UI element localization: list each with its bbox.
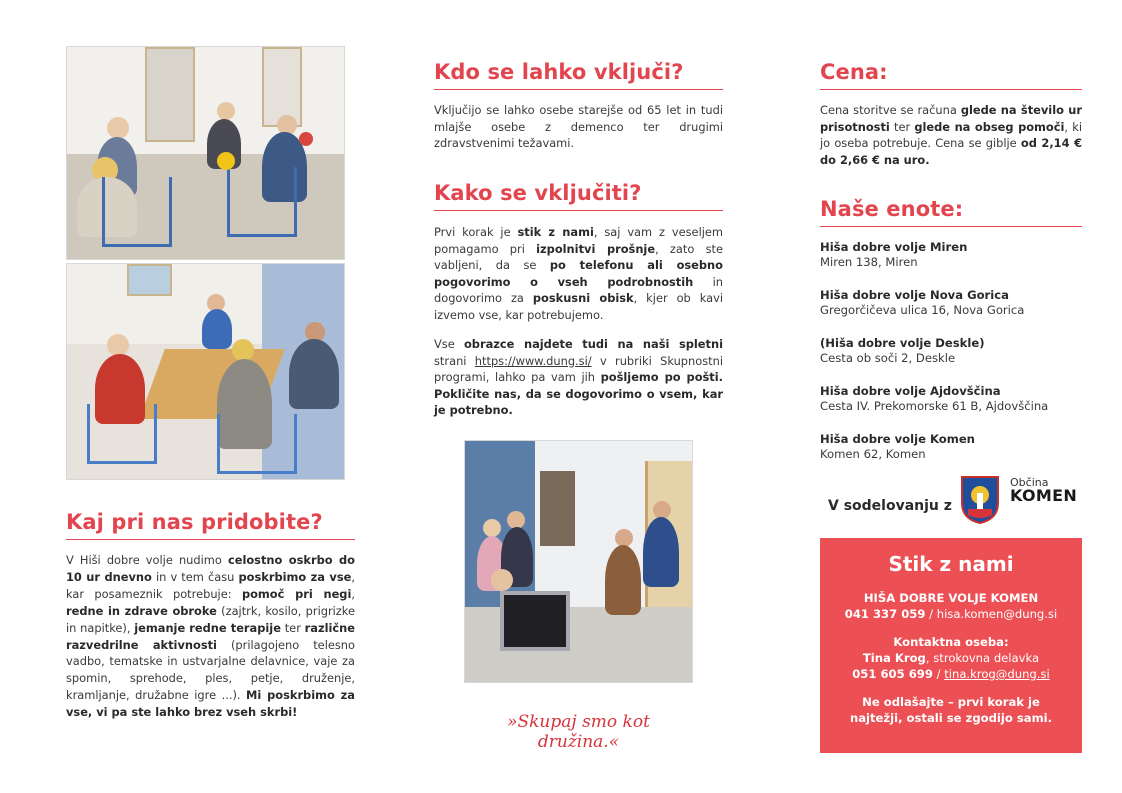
text-segment: in v tem času <box>151 569 239 584</box>
unit-name: Hiša dobre volje Komen <box>820 432 975 446</box>
text-segment: , ki jo oseba potrebuje. Cena se giblje <box>820 119 1082 151</box>
heading-who-can-join: Kdo se lahko vključi? <box>434 60 723 90</box>
text-segment: , kjer ob kavi izvemo vse, kar potrebujemo. <box>434 291 723 322</box>
text-segment: V Hiši dobre volje nudimo <box>66 553 228 567</box>
text-segment: poskusni obisk <box>532 291 634 306</box>
contact-person-label: Kontaktna oseba: <box>893 635 1009 649</box>
unit-address: Cesta ob soči 2, Deskle <box>820 351 956 365</box>
unit-name: Hiša dobre volje Miren <box>820 240 968 254</box>
komen-coat-of-arms-icon <box>960 475 1000 525</box>
units-list <box>820 240 1082 480</box>
contact-org-line <box>820 606 1082 622</box>
partner-logo-name: KOMEN <box>1010 486 1078 505</box>
photo-group-exercise <box>66 46 345 260</box>
contact-org-phone[interactable]: 041 337 059 <box>844 607 926 621</box>
text-segment: izpolnitvi prošnje <box>536 241 656 256</box>
unit-item <box>820 336 1082 366</box>
photo-group-table <box>66 263 345 480</box>
heading-units: Naše enote: <box>820 197 1082 227</box>
contact-person-email[interactable]: tina.krog@dung.si <box>944 667 1050 681</box>
forms-text <box>434 336 723 419</box>
contact-cta: Ne odlašajte – prvi korak je najtežji, ostali se zgodijo sami. <box>849 695 1053 725</box>
text-segment: , <box>351 586 355 601</box>
text-segment: različne razvedrilne aktivnosti <box>66 620 355 652</box>
partner-logo-top: Občina <box>1010 476 1049 489</box>
partner-text: V sodelovanju z <box>828 498 952 514</box>
contact-org: HIŠA DOBRE VOLJE KOMEN <box>863 591 1039 605</box>
text-segment: v rubriki Skupnostni programi, lahko pa vam jih <box>434 353 723 385</box>
text-segment: od 2,14 € do 2,66 € na uro. <box>820 136 1082 167</box>
unit-address: Miren 138, Miren <box>820 255 918 269</box>
unit-address: Komen 62, Komen <box>820 447 926 461</box>
text-segment: , kar posameznik potrebuje: <box>66 569 355 601</box>
text-segment: glede na število ur prisotnosti <box>820 103 1082 134</box>
text-segment: Vse <box>434 337 464 351</box>
unit-item <box>820 288 1082 318</box>
text-segment: obrazce najdete tudi na naši spletni <box>463 337 723 351</box>
text-segment: Prvi korak je <box>434 225 518 239</box>
contact-box <box>820 538 1082 753</box>
contact-person-phone[interactable]: 051 605 699 <box>852 667 933 681</box>
text-segment: redne in zdrave obroke <box>66 603 217 618</box>
text-segment: ter <box>889 119 915 134</box>
price-text <box>820 102 1082 168</box>
unit-name: Hiša dobre volje Ajdovščina <box>820 384 1001 398</box>
text-segment: Cena storitve se računa <box>820 103 961 117</box>
contact-person-line <box>820 650 1082 666</box>
contact-org-email[interactable]: hisa.komen@dung.si <box>936 607 1058 621</box>
text-segment: stik z nami <box>517 225 594 239</box>
unit-name: Hiša dobre volje Nova Gorica <box>820 288 1009 302</box>
unit-item <box>820 432 1082 462</box>
heading-price: Cena: <box>820 60 1082 90</box>
text-segment: po telefonu ali osebno pogovorimo o vseh podrobnostih <box>434 258 723 289</box>
unit-item <box>820 384 1082 414</box>
text-segment: poskrbimo za vse <box>238 569 352 584</box>
text-segment: pošljemo po pošti. Pokličite nas, da se dogovorimo o vsem, kar je potrebno. <box>434 370 723 418</box>
text-segment: , zato ste vabljeni, da se <box>434 241 723 273</box>
text-segment: glede na obseg pomoči <box>914 119 1065 134</box>
text-segment: strani <box>434 353 475 368</box>
contact-person-role: , strokovna delavka <box>925 651 1040 665</box>
unit-name: (Hiša dobre volje Deskle) <box>820 336 985 350</box>
who-can-join-text: Vključijo se lahko osebe starejše od 65 let in tudi mlajše osebe z demenco ter drugimi zdravstvenimi težavami. <box>434 103 723 151</box>
text-segment: celostno oskrbo do 10 ur dnevno <box>66 553 355 584</box>
contact-person-contact <box>820 666 1082 682</box>
text-segment: ter <box>280 620 305 635</box>
text-segment: jemanje redne terapije <box>134 620 281 635</box>
text-segment: , saj vam z veseljem pomagamo pri <box>434 225 723 256</box>
separator: / <box>932 667 945 681</box>
text-segment: Mi poskrbimo za vse, vi pa ste lahko brez vseh skrbi! <box>66 688 355 720</box>
unit-address: Cesta IV. Prekomorske 61 B, Ajdovščina <box>820 399 1049 413</box>
benefits-text <box>66 552 355 721</box>
contact-person-name: Tina Krog <box>862 651 926 665</box>
photo-dancing-accordion <box>464 440 693 683</box>
heading-how-to-join: Kako se vključiti? <box>434 181 723 211</box>
how-to-join-text <box>434 224 723 324</box>
motto: »Skupaj smo kot družina.« <box>507 712 650 752</box>
text-segment: in dogovorimo za <box>434 274 723 306</box>
text-segment: (zajtrk, kosilo, prigrizke in napitke), <box>66 603 355 635</box>
separator: / <box>925 607 937 621</box>
unit-address: Gregorčičeva ulica 16, Nova Gorica <box>820 303 1025 317</box>
text-segment: pomoč pri negi <box>241 586 352 601</box>
website-link[interactable]: https://www.dung.si/ <box>474 353 592 368</box>
unit-item <box>820 240 1082 270</box>
text-segment: (prilagojeno telesno vadbo, tematske in ustvarjalne delavnice, vaje za spomin, sprehode, ples, petje, druženje, kramljanje, družabne igre ...). <box>66 637 355 703</box>
contact-title: Stik z nami <box>888 552 1014 576</box>
heading-benefits: Kaj pri nas pridobite? <box>66 510 355 540</box>
